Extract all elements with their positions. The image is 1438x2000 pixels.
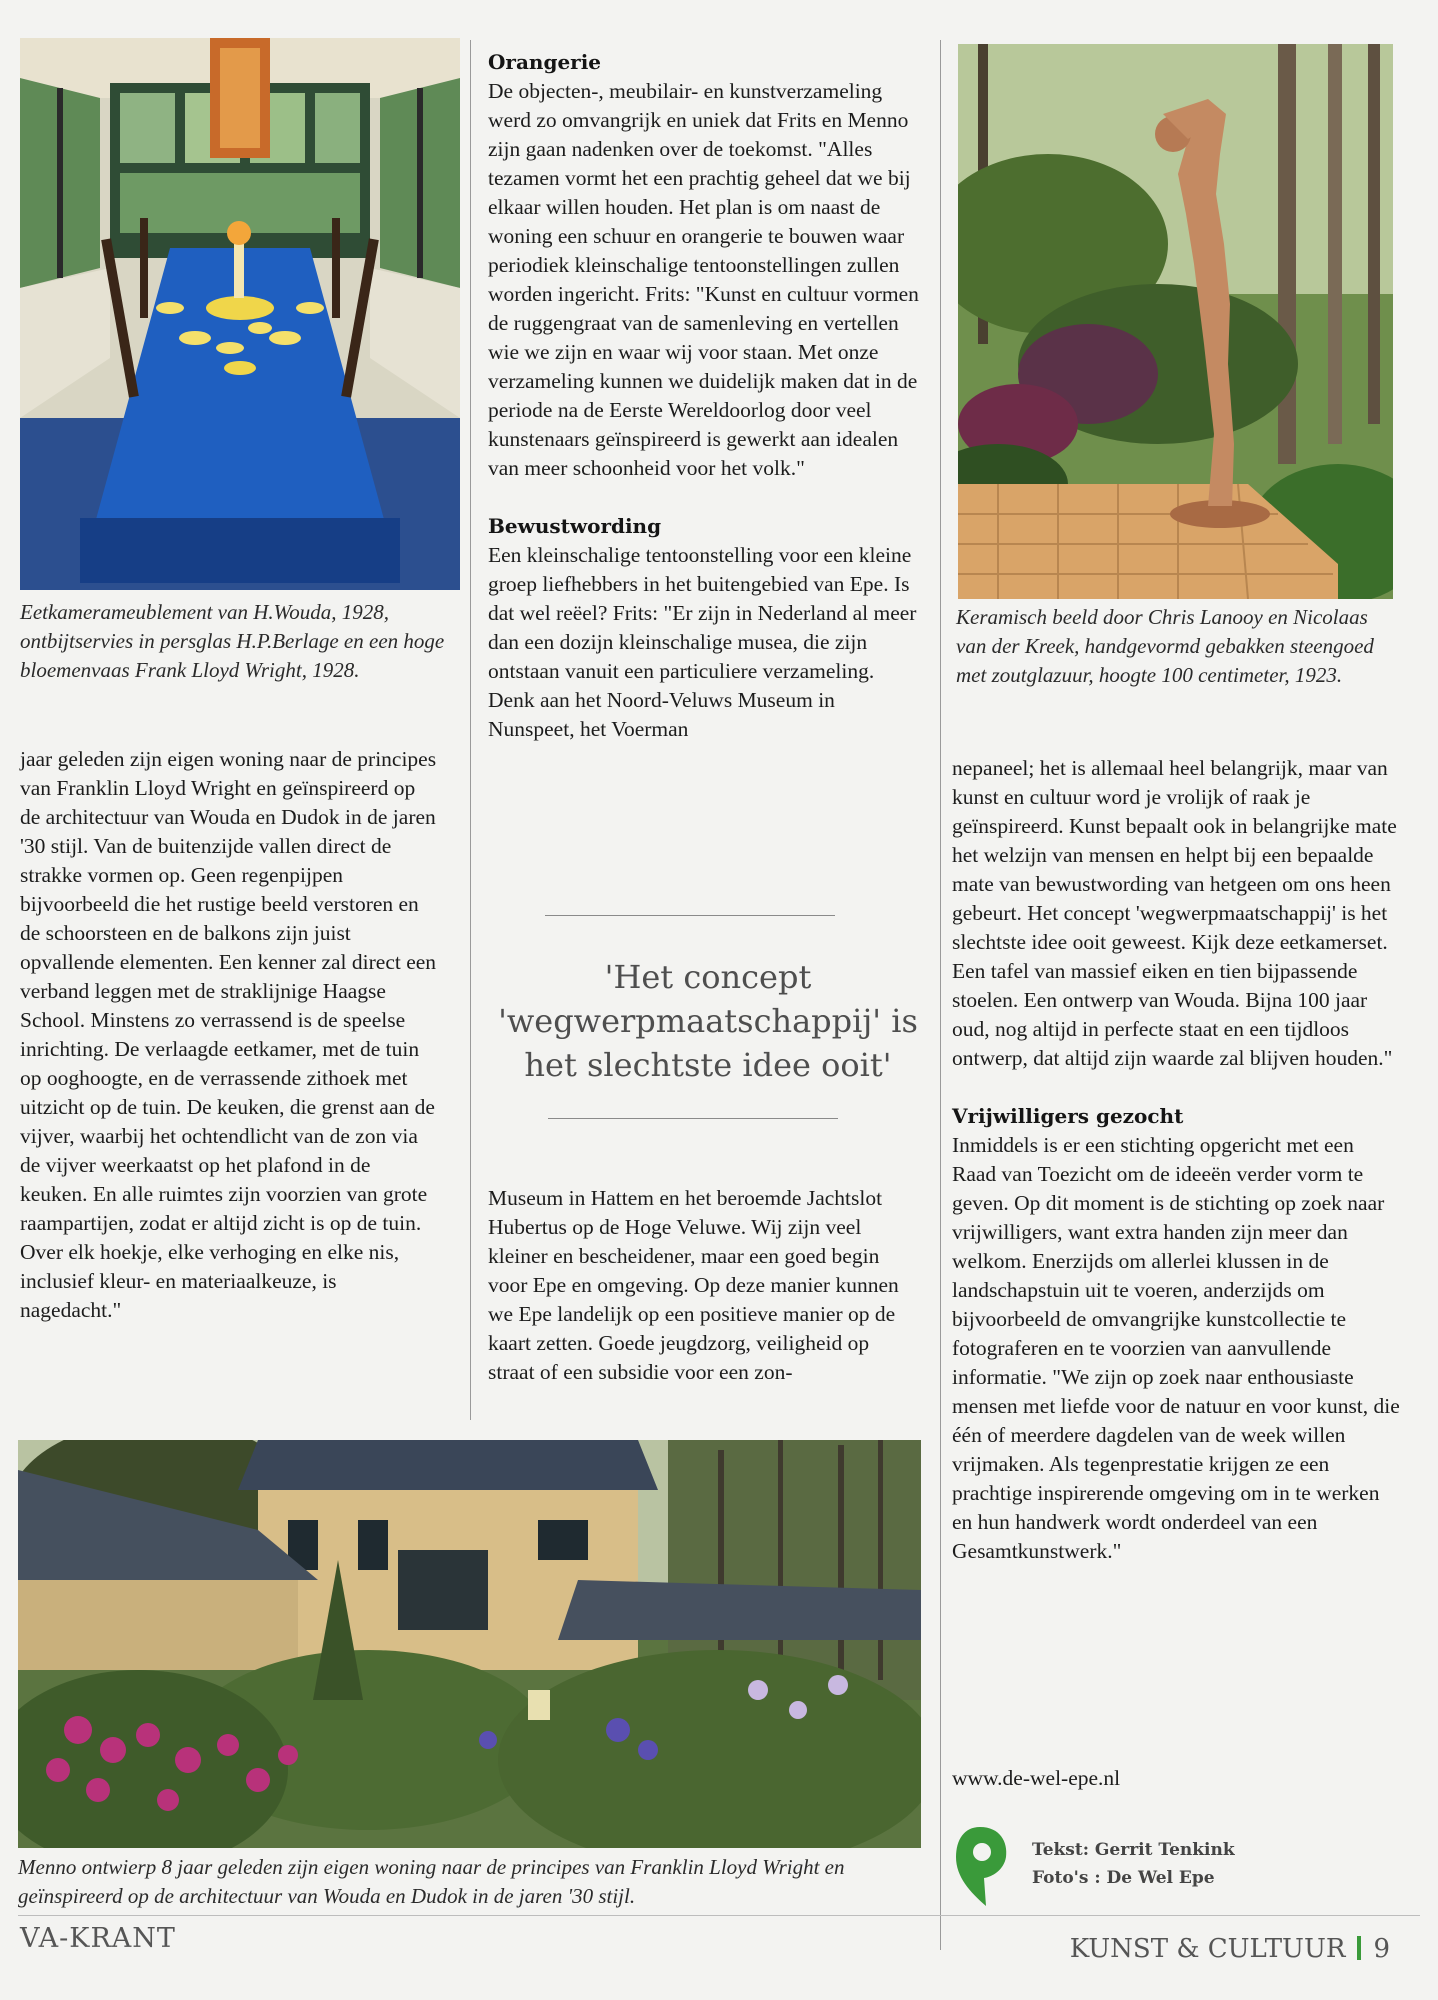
column-3: [952, 754, 1402, 1566]
bewustwording-body: Een kleinschalige tentoonstelling voor een kleine groep liefhebbers in het buitengebied van Epe. Is dat wel reëel? Frits: "Er zijn in Nederland al meer dan een dozijn kleinschalige musea, die zijn ontstaan vanuit een particuliere verzameling. Denk aan het Noord-Veluws Museum in Nunspeet, het Voerman: [488, 543, 917, 741]
pullquote: [478, 955, 938, 1087]
vrijwilligers-body: Inmiddels is er een stichting opgericht met een Raad van Toezicht om de ideeën verder vorm te geven. Op dit moment is de stichting op zoek naar vrijwilligers, want extra handen zijn meer dan welkom. Enerzijds om allerlei klussen in de landschapstuin uit te voeren, anderzijds om bijvoorbeeld de omvangrijke kunstcollectie te fotograferen en te voorzien van aanvullende informatie. "We zijn op zoek naar enthousiaste mensen met liefde voor de natuur en voor kunst, die één of meerdere dagdelen van de week willen vrijmaken. Als tegenprestatie krijgen ze een prachtige inspirerende omgeving om in te werken en hun handwerk wordt onderdeel van een Gesamtkunstwerk.": [952, 1133, 1400, 1563]
column-3-body: nepaneel; het is allemaal heel belangrijk, maar van kunst en cultuur word je vrolijk of raak je geïnspireerd. Kunst bepaalt ook in belangrijke mate het welzijn van mensen en helpt bij een bepaalde mate van bewustwording van hetgeen om ons heen gebeurt. Het concept 'wegwerpmaatschappij' is het slechtste idee ooit geweest. Kijk deze eetkamerset. Een tafel van massief eiken en tien bijpassende stoelen. Een ontwerp van Wouda. Bijna 100 jaar oud, nog altijd in perfecte staat en een tijdloos ontwerp, dat altijd zijn waarde zal blijven houden.": [952, 756, 1397, 1070]
publisher-logo-icon: [950, 1822, 1010, 1912]
orangerie-heading: Orangerie: [488, 50, 602, 74]
statue-caption: Keramisch beeld door Chris Lanooy en Nicolaas van der Kreek, handgevormd gebakken steengoed met zoutglazuur, hoogte 100 centimeter, 1923.: [956, 605, 1374, 687]
column-1: [20, 745, 440, 1325]
statue-photo: [958, 44, 1393, 599]
pullquote-line-3: het slechtste idee ooit': [524, 1046, 892, 1084]
bewustwording-heading: Bewustwording: [488, 514, 662, 538]
house-garden-photo: [18, 1440, 921, 1848]
column-1-body: jaar geleden zijn eigen woning naar de principes van Franklin Lloyd Wright en geïnspireerd op de architectuur van Wouda en Dudok in de jaren '30 stijl. Van de buitenzijde vallen direct de strakke vormen op. Geen regenpijpen bijvoorbeeld die het rustige beeld verstoren en de schoorsteen en de balkons zijn juist opvallende elementen. Een kenner zal direct een verband leggen met de straklijnige Haagse School. Minstens zo verrassend is de speelse inrichting. De verlaagde eetkamer, met de tuin op ooghoogte, en de verrassende zithoek met uitzicht op de tuin. De keuken, die grenst aan de vijver, waarbij het ochtendlicht van de zon via de vijver weerkaatst op het plafond in de keuken. En alle ruimtes zijn voorzien van grote raampartijen, zodat er altijd zicht is op de tuin. Over elk hoekje, elke verhoging en elke nis, inclusief kleur- en materiaalkeuze, is nagedacht.": [20, 747, 437, 1322]
footer-accent-bar: [1357, 1936, 1361, 1960]
credits: [1032, 1836, 1235, 1892]
column-2: [488, 48, 920, 744]
publication-name: VA-KRANT: [20, 1923, 176, 1954]
column-2-continued: [488, 1184, 920, 1387]
column-2-continued-body: Museum in Hattem en het beroemde Jachtslot Hubertus op de Hoge Veluwe. Wij zijn veel kleiner en bescheidener, maar een goed begin voor Epe en omgeving. Op deze manier kunnen we Epe landelijk op een positieve manier op de kaart zetten. Goede jeugdzorg, veiligheid op straat of een subsidie voor een zon-: [488, 1186, 899, 1384]
credits-photos: Foto's : De Wel Epe: [1032, 1868, 1215, 1888]
footer-rule: [18, 1915, 1420, 1916]
dining-room-caption: Eetkamerameublement van H.Wouda, 1928, ontbijtservies in persglas H.P.Berlage en een hoge bloemenvaas Frank Lloyd Wright, 1928.: [20, 600, 445, 682]
website-link[interactable]: www.de-wel-epe.nl: [952, 1766, 1121, 1790]
dining-room-photo: [20, 38, 460, 590]
pullquote-rule-bottom: [548, 1118, 838, 1119]
section-name: KUNST & CULTUUR: [1069, 1934, 1346, 1964]
column-divider-2: [940, 40, 941, 1950]
section-footer: [1070, 1934, 1390, 1964]
pullquote-rule-top: [545, 915, 835, 916]
vrijwilligers-heading: Vrijwilligers gezocht: [952, 1104, 1184, 1128]
page-number: 9: [1373, 1934, 1390, 1964]
pullquote-line-1: 'Het concept: [604, 958, 812, 996]
credits-text: Tekst: Gerrit Tenkink: [1032, 1840, 1235, 1860]
orangerie-body: De objecten-, meubilair- en kunstverzameling werd zo omvangrijk en uniek dat Frits en Menno zijn gaan nadenken over de toekomst. "Alles tezamen vormt het een prachtig geheel dat we bij elkaar willen houden. Het plan is om naast de woning een schuur en orangerie te bouwen waar periodiek kleinschalige tentoonstellingen zullen worden ingericht. Frits: "Kunst en cultuur vormen de ruggengraat van de samenleving en vertellen wie we zijn en waar wij voor staan. Met onze verzameling kunnen we duidelijk maken dat in de periode na de Eerste Wereldoorlog door veel kunstenaars geïnspireerd is gewerkt aan idealen van meer schoonheid voor het volk.": [488, 79, 919, 480]
house-garden-caption: Menno ontwierp 8 jaar geleden zijn eigen woning naar de principes van Franklin Lloyd Wright en geïnspireerd op de architectuur van Wouda en Dudok in de jaren '30 stijl.: [18, 1855, 845, 1908]
column-divider-1: [470, 40, 471, 1420]
pullquote-line-2: 'wegwerpmaatschappij' is: [498, 1002, 918, 1040]
